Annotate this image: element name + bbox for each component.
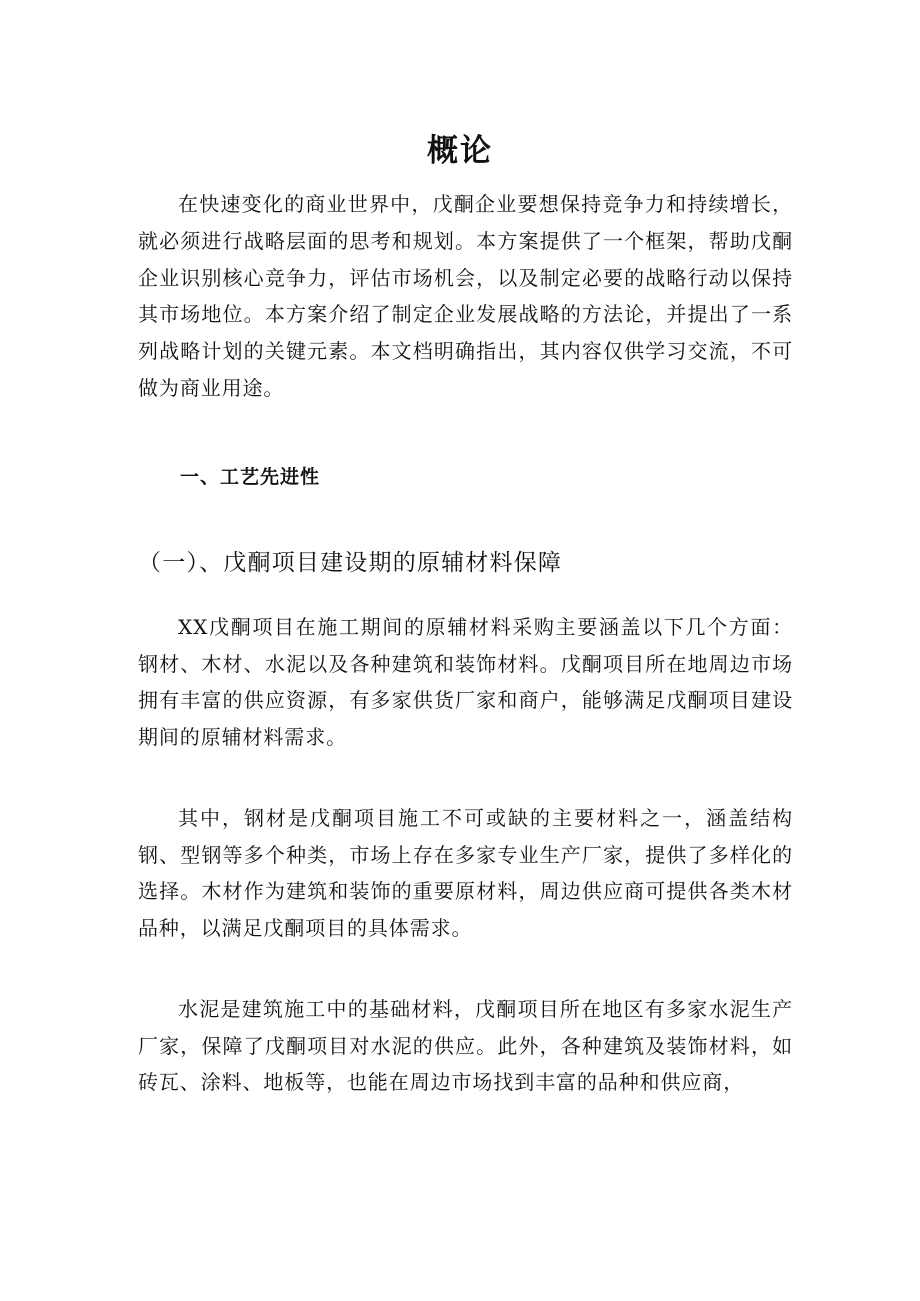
body-paragraph: 水泥是建筑施工中的基础材料，戊酮项目所在地区有多家水泥生产厂家，保障了戊酮项目对水泥的供应。此外，各种建筑及装饰材料，如砖瓦、涂料、地板等，也能在周边市场找到丰富的品种和供应商， (138, 997, 793, 1094)
document-title: 概论 (427, 132, 493, 169)
section-heading: 一、工艺先进性 (180, 466, 321, 488)
subsection-heading: （一）、戊酮项目建设期的原辅材料保障 (138, 550, 563, 576)
intro-paragraph: 在快速变化的商业世界中，戊酮企业要想保持竞争力和持续增长，就必须进行战略层面的思考和规划。本方案提供了一个框架，帮助戊酮企业识别核心竞争力，评估市场机会，以及制定必要的战略行动以保持其市场地位。本方案介绍了制定企业发展战略的方法论，并提出了一系列战略计划的关键元素。本文档明确指出，其内容仅供学习交流，不可做为商业用途。 (138, 192, 793, 400)
body-paragraph: XX戊酮项目在施工期间的原辅材料采购主要涵盖以下几个方面：钢材、木材、水泥以及各种建筑和装饰材料。戊酮项目所在地周边市场拥有丰富的供应资源，有多家供货厂家和商户，能够满足戊酮项目建设期间的原辅材料需求。 (138, 615, 793, 749)
body-paragraph: 其中，钢材是戊酮项目施工不可或缺的主要材料之一，涵盖结构钢、型钢等多个种类，市场上存在多家专业生产厂家，提供了多样化的选择。木材作为建筑和装饰的重要原材料，周边供应商可提供各类木材品种，以满足戊酮项目的具体需求。 (138, 806, 793, 940)
